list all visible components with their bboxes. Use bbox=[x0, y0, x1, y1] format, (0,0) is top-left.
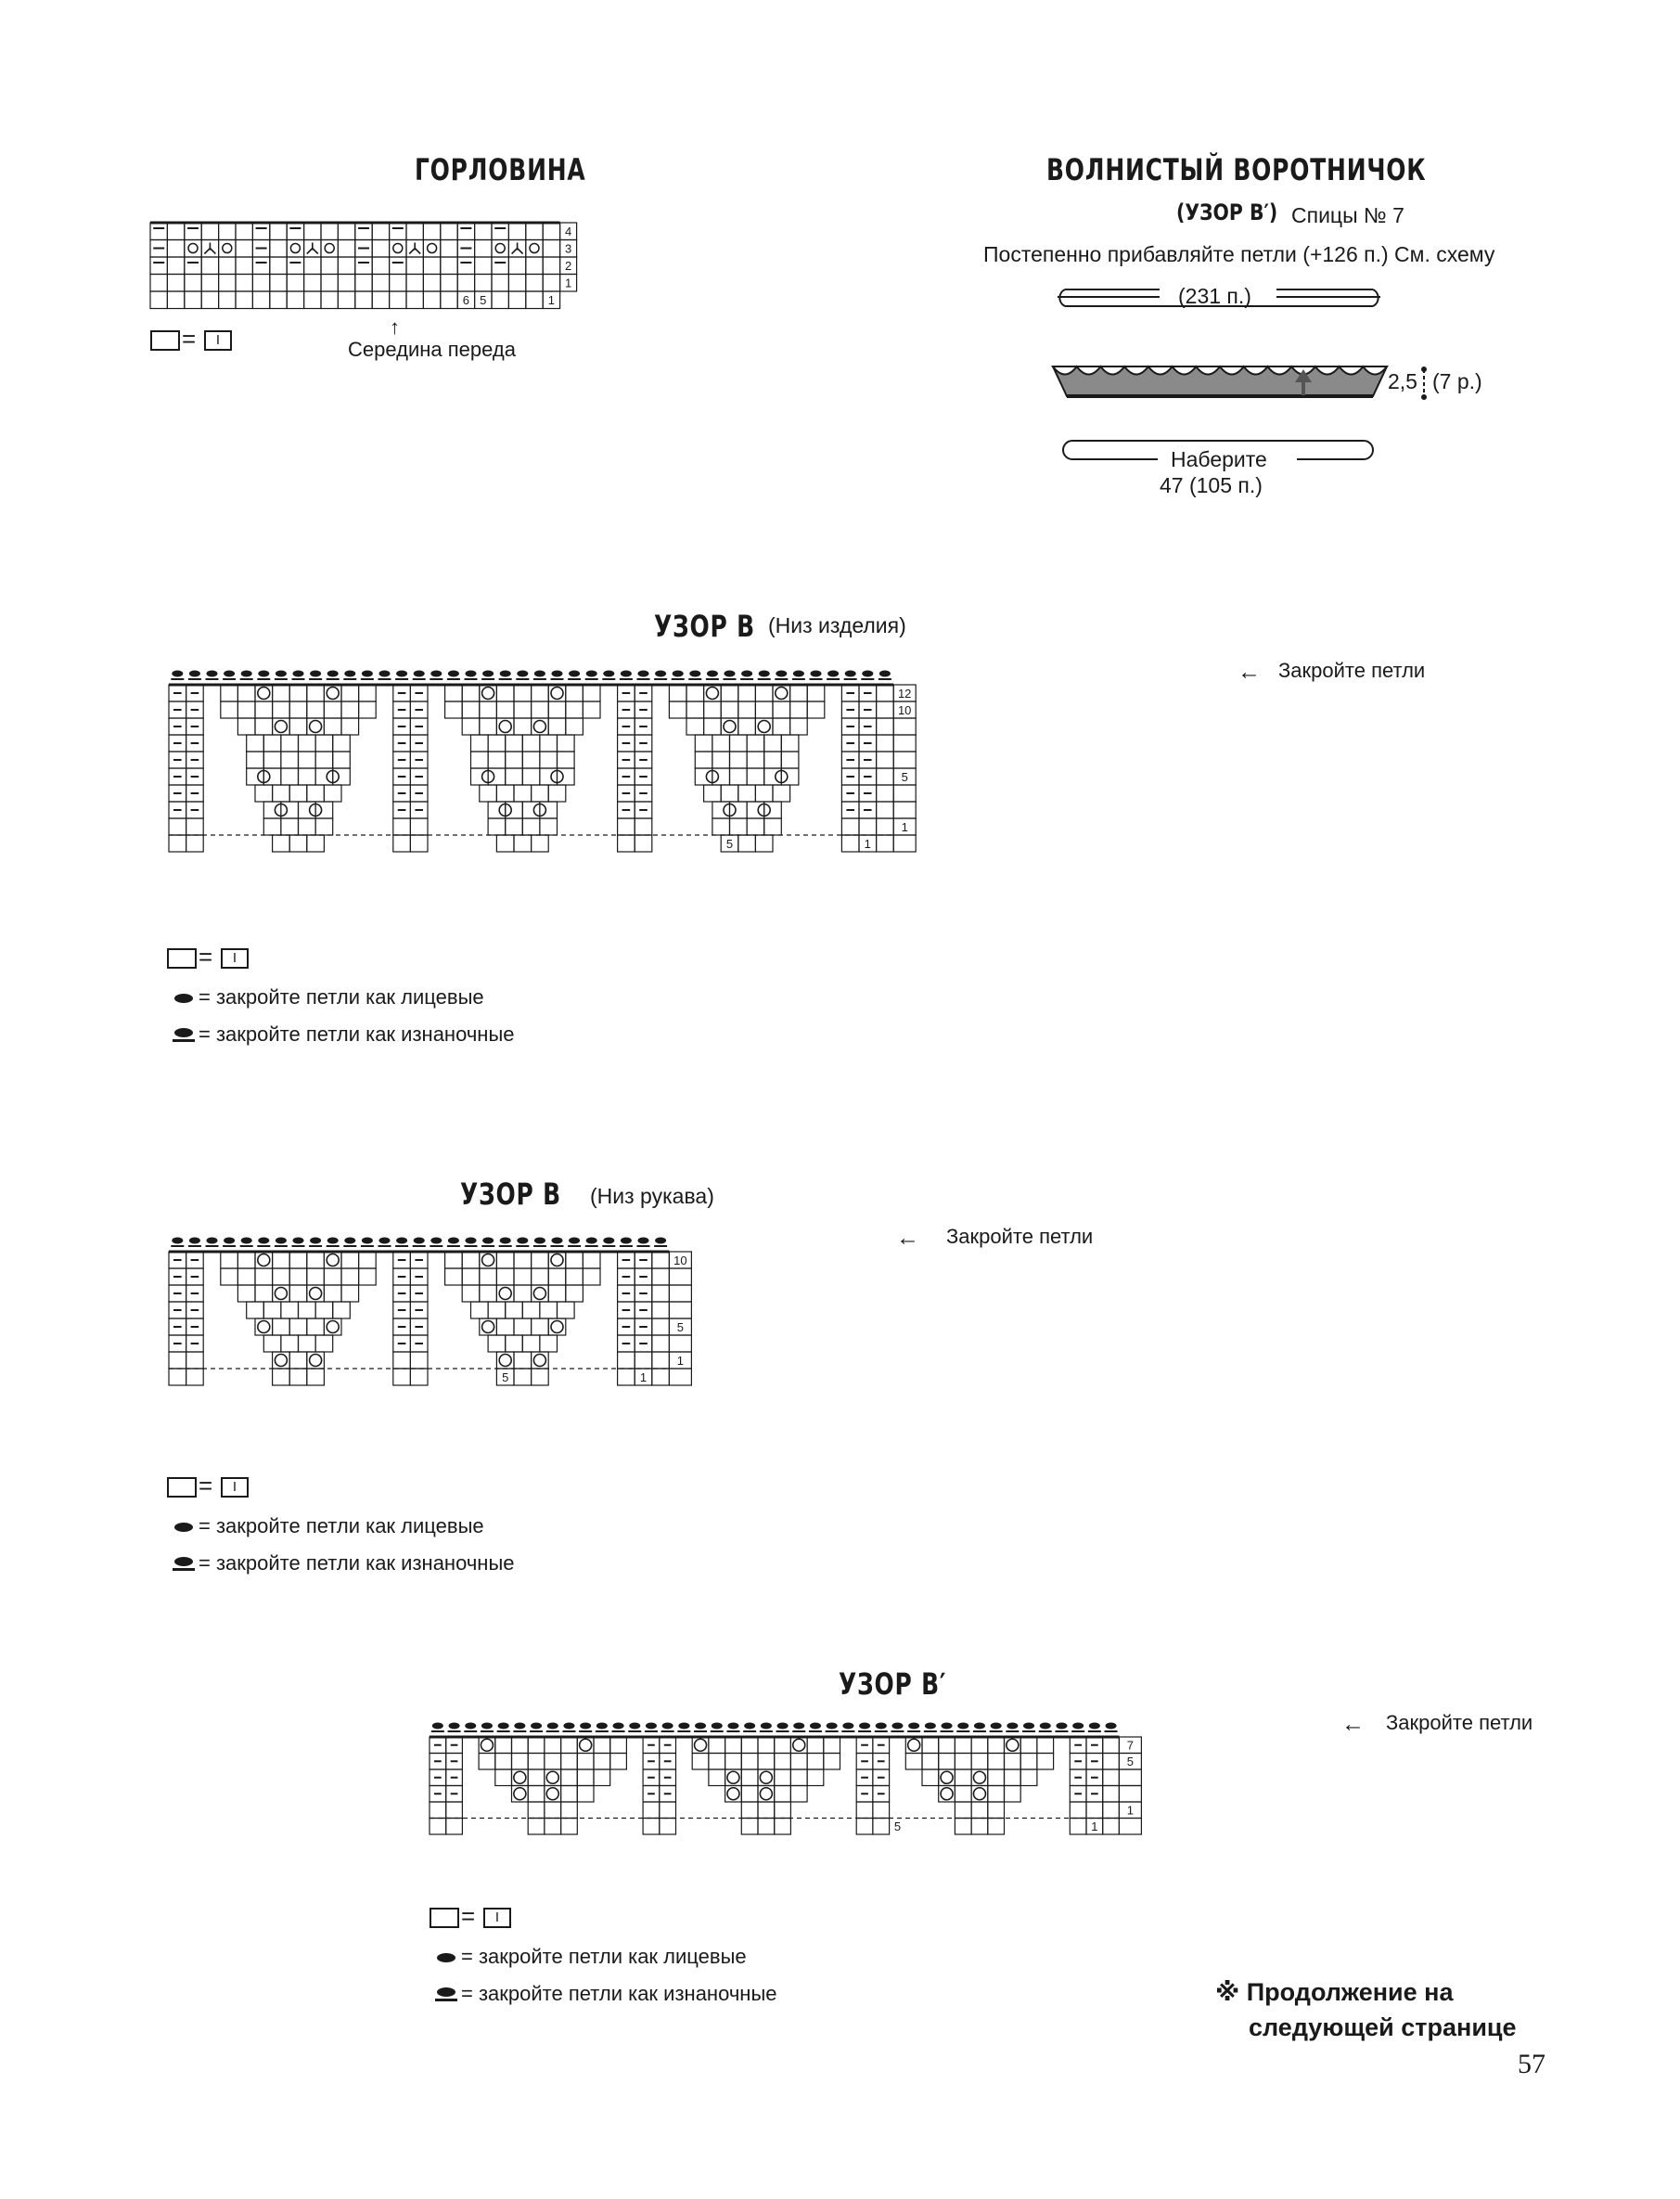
row-number-cell bbox=[1119, 1786, 1141, 1803]
bind-off-dot bbox=[744, 1723, 755, 1730]
bind-off-dot bbox=[925, 1723, 936, 1730]
bind-off-dot bbox=[580, 1723, 591, 1730]
grid-cell bbox=[512, 1754, 529, 1770]
bind-off-dot bbox=[810, 1723, 821, 1730]
stitch-number: 1 bbox=[1091, 1820, 1098, 1833]
grid-cell bbox=[1103, 1754, 1120, 1770]
grid-cell bbox=[561, 1737, 578, 1754]
empty-cell-icon bbox=[430, 1908, 459, 1928]
bind-off-dot bbox=[876, 1723, 887, 1730]
pattern-b-body-title: УЗОР В bbox=[654, 609, 755, 644]
grid-cell bbox=[988, 1786, 1005, 1803]
grid-cell bbox=[775, 1786, 791, 1803]
row-number: 2 bbox=[564, 259, 572, 273]
bind-off-dot bbox=[793, 1723, 804, 1730]
stitch-number: 5 bbox=[893, 1820, 902, 1833]
bind-off-dot bbox=[596, 1723, 608, 1730]
grid-cell bbox=[790, 1786, 807, 1803]
grid-cell bbox=[758, 1819, 775, 1835]
yarn-over bbox=[793, 1739, 805, 1751]
page-number: 57 bbox=[1518, 2049, 1545, 2079]
grid-cell bbox=[545, 1754, 561, 1770]
grid-cell bbox=[430, 1819, 446, 1835]
grid-cell bbox=[971, 1802, 988, 1819]
grid-cell bbox=[1103, 1737, 1120, 1754]
grid-cell bbox=[1103, 1802, 1120, 1819]
bind-off-dot bbox=[727, 1723, 738, 1730]
grid-cell bbox=[775, 1769, 791, 1786]
grid-cell bbox=[939, 1754, 955, 1770]
collar-title: ВОЛНИСТЫЙ ВОРОТНИЧОК bbox=[1046, 152, 1427, 187]
grid-cell bbox=[577, 1769, 594, 1786]
yarn-over bbox=[695, 1739, 707, 1751]
bind-off-dot bbox=[1040, 1723, 1051, 1730]
row-number: 5 bbox=[1126, 1755, 1135, 1768]
row-number: 1 bbox=[901, 820, 908, 834]
arrow-up-icon: ↑ bbox=[390, 315, 400, 339]
bind-off-dot bbox=[1106, 1723, 1117, 1730]
legend-purl-text: = закройте петли как изнаночные bbox=[199, 1022, 515, 1046]
bind-off-dot bbox=[1056, 1723, 1067, 1730]
bind-off-dot bbox=[957, 1723, 968, 1730]
yarn-over bbox=[727, 1771, 739, 1783]
grid-cell bbox=[971, 1754, 988, 1770]
bind-off-dot bbox=[974, 1723, 985, 1730]
grid-cell bbox=[1020, 1769, 1037, 1786]
grid-cell bbox=[922, 1754, 939, 1770]
grid-cell bbox=[479, 1754, 495, 1770]
collar-instruction: Постепенно прибавляйте петли (+126 п.) См. схему bbox=[983, 242, 1495, 266]
grid-cell bbox=[955, 1819, 971, 1835]
knit-cell-icon: I bbox=[204, 330, 232, 351]
grid-cell bbox=[988, 1754, 1005, 1770]
grid-cell bbox=[939, 1737, 955, 1754]
grid-cell bbox=[561, 1786, 578, 1803]
continuation-line2: следующей странице bbox=[1249, 2013, 1517, 2041]
yarn-over bbox=[941, 1771, 953, 1783]
bind-off-dot bbox=[563, 1723, 574, 1730]
bind-off-dot bbox=[891, 1723, 903, 1730]
bind-off-dot bbox=[991, 1723, 1002, 1730]
bind-off-dot bbox=[942, 1723, 953, 1730]
grid-cell bbox=[741, 1786, 758, 1803]
bind-off-dot bbox=[547, 1723, 558, 1730]
grid-cell bbox=[922, 1769, 939, 1786]
grid-cell bbox=[725, 1737, 742, 1754]
purl-bind-off-bar bbox=[435, 1999, 457, 2001]
grid-cell bbox=[955, 1786, 971, 1803]
grid-cell bbox=[741, 1819, 758, 1835]
grid-cell bbox=[775, 1802, 791, 1819]
grid-cell bbox=[988, 1769, 1005, 1786]
grid-cell bbox=[446, 1802, 463, 1819]
row-number: 3 bbox=[564, 241, 572, 256]
grid-cell bbox=[1103, 1819, 1120, 1835]
continuation-note bbox=[1215, 1974, 1517, 2045]
neckline-title: ГОРЛОВИНА bbox=[415, 152, 586, 187]
stitch-number: 1 bbox=[864, 837, 871, 851]
bind-off-dot bbox=[712, 1723, 723, 1730]
grid-cell bbox=[528, 1802, 545, 1819]
stitch-number: 1 bbox=[639, 1370, 648, 1384]
row-number: 10 bbox=[673, 1254, 687, 1267]
bind-off-dot bbox=[1023, 1723, 1034, 1730]
bind-off-dot bbox=[1007, 1723, 1018, 1730]
grid-cell bbox=[545, 1819, 561, 1835]
knit-cell-icon: I bbox=[221, 948, 249, 969]
yarn-over bbox=[908, 1739, 920, 1751]
grid-cell bbox=[594, 1737, 610, 1754]
grid-cell bbox=[790, 1754, 807, 1770]
grid-cell bbox=[824, 1737, 840, 1754]
legend-equals: = bbox=[182, 325, 197, 353]
bind-off-dot bbox=[646, 1723, 657, 1730]
legend-knit-text: = закройте петли как лицевые bbox=[461, 1945, 747, 1968]
yarn-over bbox=[514, 1771, 526, 1783]
row-number-cell bbox=[1119, 1819, 1141, 1835]
yarn-over bbox=[546, 1788, 558, 1800]
legend-knit-text: = закройте петли как лицевые bbox=[199, 1514, 484, 1537]
grid-cell bbox=[709, 1737, 725, 1754]
grid-cell bbox=[610, 1737, 627, 1754]
row-number-cell bbox=[1119, 1769, 1141, 1786]
bind-off-dot bbox=[465, 1723, 476, 1730]
bind-off-dot bbox=[1072, 1723, 1084, 1730]
bind-off-dot bbox=[908, 1723, 919, 1730]
grid-cell bbox=[577, 1786, 594, 1803]
grid-cell bbox=[1005, 1786, 1021, 1803]
grid-cell bbox=[775, 1737, 791, 1754]
neckline-center-label: Середина переда bbox=[348, 338, 516, 361]
bind-off-dot bbox=[629, 1723, 640, 1730]
grid-cell bbox=[528, 1769, 545, 1786]
bind-off-dot bbox=[531, 1723, 542, 1730]
grid-cell bbox=[758, 1737, 775, 1754]
grid-cell bbox=[495, 1769, 512, 1786]
grid-cell bbox=[741, 1802, 758, 1819]
grid-cell bbox=[545, 1737, 561, 1754]
row-number: 7 bbox=[1126, 1738, 1135, 1753]
knit-bind-off-icon bbox=[437, 1953, 455, 1962]
yarn-over bbox=[727, 1788, 739, 1800]
grid-cell bbox=[660, 1802, 676, 1819]
grid-cell bbox=[824, 1754, 840, 1770]
grid-cell bbox=[905, 1754, 922, 1770]
grid-cell bbox=[1070, 1819, 1086, 1835]
grid-cell bbox=[577, 1754, 594, 1770]
purl-bind-off-icon bbox=[437, 1987, 455, 1997]
yarn-over bbox=[760, 1771, 772, 1783]
grid-cell bbox=[1037, 1754, 1054, 1770]
yarn-over bbox=[973, 1771, 985, 1783]
row-number: 4 bbox=[564, 225, 572, 238]
grid-cell bbox=[1005, 1754, 1021, 1770]
knit-cell-icon: I bbox=[221, 1477, 249, 1498]
legend-equals: = bbox=[461, 1902, 476, 1930]
grid-cell bbox=[1005, 1769, 1021, 1786]
collar-height-rows: (7 р.) bbox=[1432, 369, 1482, 393]
grid-cell bbox=[594, 1754, 610, 1770]
pattern-b-sleeve-subtitle: (Низ рукава) bbox=[590, 1184, 714, 1208]
reference-mark-icon: ※ bbox=[1215, 1978, 1240, 2006]
grid-cell bbox=[643, 1819, 660, 1835]
bind-off-dot bbox=[678, 1723, 689, 1730]
grid-cell bbox=[873, 1819, 890, 1835]
grid-cell bbox=[971, 1737, 988, 1754]
pattern-b-prime-bind-off: Закройте петли bbox=[1386, 1711, 1533, 1734]
grid-cell bbox=[1103, 1769, 1120, 1786]
grid-cell bbox=[610, 1754, 627, 1770]
grid-cell bbox=[446, 1819, 463, 1835]
grid-cell bbox=[561, 1819, 578, 1835]
bind-off-dot bbox=[777, 1723, 789, 1730]
stitch-number: 5 bbox=[725, 837, 734, 851]
grid-cell bbox=[561, 1754, 578, 1770]
grid-cell bbox=[709, 1769, 725, 1786]
grid-cell bbox=[741, 1737, 758, 1754]
grid-cell bbox=[988, 1737, 1005, 1754]
grid-cell bbox=[955, 1769, 971, 1786]
grid-cell bbox=[775, 1754, 791, 1770]
collar-pattern-ref: (УЗОР В′) bbox=[1176, 199, 1278, 225]
yarn-over bbox=[1007, 1739, 1019, 1751]
grid-cell bbox=[775, 1819, 791, 1835]
grid-cell bbox=[988, 1802, 1005, 1819]
row-number: 5 bbox=[676, 1320, 685, 1334]
grid-cell bbox=[495, 1754, 512, 1770]
bind-off-dot bbox=[761, 1723, 772, 1730]
arrow-left-icon: ← bbox=[896, 1225, 919, 1251]
legend-purl-text: = закройте петли как изнаночные bbox=[199, 1551, 515, 1575]
row-number: 10 bbox=[897, 703, 912, 717]
arrow-left-icon: ← bbox=[1238, 659, 1261, 685]
grid-cell bbox=[660, 1819, 676, 1835]
grid-cell bbox=[643, 1802, 660, 1819]
grid-cell bbox=[873, 1802, 890, 1819]
collar-top-count: (231 п.) bbox=[1178, 284, 1251, 308]
collar-height: 2,5 bbox=[1388, 369, 1417, 393]
stitch-number: 6 bbox=[462, 293, 470, 307]
bind-off-dot bbox=[695, 1723, 706, 1730]
row-number: 1 bbox=[564, 276, 572, 290]
pattern-b-sleeve-title: УЗОР В bbox=[460, 1177, 561, 1212]
knit-cell-icon: I bbox=[483, 1908, 511, 1928]
grid-cell bbox=[430, 1802, 446, 1819]
grid-cell bbox=[807, 1754, 824, 1770]
bind-off-dot bbox=[432, 1723, 443, 1730]
row-number: 12 bbox=[897, 687, 912, 701]
bind-off-dot bbox=[842, 1723, 853, 1730]
grid-cell bbox=[528, 1819, 545, 1835]
collar-cast-on-label: Наберите bbox=[1171, 447, 1267, 471]
grid-cell bbox=[1070, 1802, 1086, 1819]
collar-cast-on-count: 47 (105 п.) bbox=[1160, 473, 1263, 497]
grid-cell bbox=[955, 1737, 971, 1754]
grid-cell bbox=[856, 1819, 873, 1835]
legend-knit-text: = закройте петли как лицевые bbox=[199, 985, 484, 1009]
bind-off-dot bbox=[662, 1723, 673, 1730]
grid-cell bbox=[528, 1786, 545, 1803]
grid-cell bbox=[790, 1769, 807, 1786]
continuation-line1: Продолжение на bbox=[1246, 1978, 1454, 2006]
grid-cell bbox=[758, 1802, 775, 1819]
bind-off-dot bbox=[827, 1723, 838, 1730]
yarn-over bbox=[514, 1788, 526, 1800]
row-number: 1 bbox=[676, 1354, 685, 1368]
legend-equals: = bbox=[199, 943, 213, 971]
grid-cell bbox=[955, 1802, 971, 1819]
grid-cell bbox=[528, 1737, 545, 1754]
stitch-number: 5 bbox=[480, 293, 487, 307]
bind-off-dot bbox=[481, 1723, 493, 1730]
pattern-b-prime-title: УЗОР В′ bbox=[839, 1666, 947, 1702]
grid-cell bbox=[988, 1819, 1005, 1835]
collar-needles: Спицы № 7 bbox=[1291, 203, 1404, 227]
legend-purl-text: = закройте петли как изнаночные bbox=[461, 1982, 777, 2005]
grid-cell bbox=[807, 1737, 824, 1754]
yarn-over bbox=[546, 1771, 558, 1783]
yarn-over bbox=[760, 1788, 772, 1800]
row-number: 1 bbox=[1126, 1803, 1135, 1818]
grid-cell bbox=[512, 1737, 529, 1754]
grid-cell bbox=[1020, 1737, 1037, 1754]
grid-cell bbox=[922, 1737, 939, 1754]
grid-cell bbox=[594, 1769, 610, 1786]
grid-cell bbox=[955, 1754, 971, 1770]
grid-cell bbox=[725, 1754, 742, 1770]
pattern-b-sleeve-bind-off: Закройте петли bbox=[946, 1225, 1094, 1248]
grid-cell bbox=[758, 1754, 775, 1770]
yarn-over bbox=[941, 1788, 953, 1800]
grid-cell bbox=[1037, 1737, 1054, 1754]
grid-cell bbox=[692, 1754, 709, 1770]
grid-cell bbox=[709, 1754, 725, 1770]
grid-cell bbox=[561, 1769, 578, 1786]
bind-off-dot bbox=[859, 1723, 870, 1730]
grid-cell bbox=[528, 1754, 545, 1770]
yarn-over bbox=[580, 1739, 592, 1751]
yarn-over bbox=[973, 1788, 985, 1800]
grid-cell bbox=[495, 1737, 512, 1754]
row-number: 5 bbox=[901, 770, 908, 784]
grid-cell bbox=[856, 1802, 873, 1819]
bind-off-dot bbox=[514, 1723, 525, 1730]
bind-off-dot bbox=[498, 1723, 509, 1730]
bind-off-dot bbox=[449, 1723, 460, 1730]
grid-cell bbox=[971, 1819, 988, 1835]
grid-cell bbox=[741, 1769, 758, 1786]
bind-off-dot bbox=[613, 1723, 624, 1730]
grid-cell bbox=[1020, 1754, 1037, 1770]
arrow-left-icon: ← bbox=[1341, 1711, 1365, 1737]
yarn-over bbox=[481, 1739, 493, 1751]
pattern-b-body-subtitle: (Низ изделия) bbox=[768, 613, 906, 637]
grid-cell bbox=[561, 1802, 578, 1819]
grid-cell bbox=[807, 1769, 824, 1786]
pattern-b-body-bind-off: Закройте петли bbox=[1278, 659, 1426, 682]
grid-cell bbox=[741, 1754, 758, 1770]
legend-equals: = bbox=[199, 1472, 213, 1499]
grid-cell bbox=[1103, 1786, 1120, 1803]
stitch-number: 1 bbox=[547, 293, 556, 307]
grid-cell bbox=[1086, 1802, 1103, 1819]
bind-off-dot bbox=[1089, 1723, 1100, 1730]
stitch-number: 5 bbox=[502, 1370, 509, 1384]
grid-cell bbox=[545, 1802, 561, 1819]
